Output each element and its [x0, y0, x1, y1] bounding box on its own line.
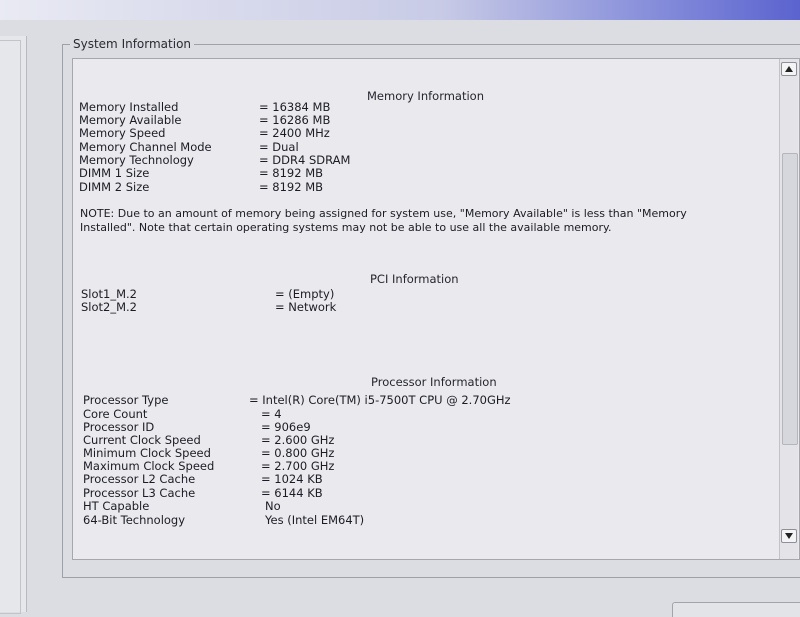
row-label: Maximum Clock Speed: [83, 459, 215, 473]
row-label: DIMM 2 Size: [79, 180, 150, 194]
vertical-scrollbar[interactable]: [779, 59, 798, 559]
navigation-pane-edge[interactable]: [0, 36, 27, 612]
row-value: = 16286 MB: [259, 113, 331, 127]
processor-section-title: Processor Information: [371, 375, 497, 389]
bottom-button-frame[interactable]: [672, 602, 800, 617]
row-value: = 8192 MB: [259, 180, 324, 194]
row-label: Processor ID: [83, 420, 155, 434]
memory-section-title: Memory Information: [367, 89, 484, 103]
row-value: = 4: [261, 407, 282, 421]
row-label: DIMM 1 Size: [79, 166, 150, 180]
row-value: = 1024 KB: [261, 472, 323, 486]
memory-note: NOTE: Due to an amount of memory being assigned for system use, "Memory Available" is less than "Memory Installed". Note that certain operating systems may not be able to use all the available memory.: [80, 207, 687, 234]
group-title: System Information: [70, 37, 194, 51]
row-value: = 906e9: [261, 420, 311, 434]
row-value: = DDR4 SDRAM: [259, 153, 351, 167]
row-value: = (Empty): [275, 287, 335, 301]
row-value: = Intel(R) Core(TM) i5-7500T CPU @ 2.70GHz: [249, 393, 511, 407]
row-label: Slot2_M.2: [81, 300, 138, 314]
row-value: = 2400 MHz: [259, 126, 330, 140]
row-value: Yes (Intel EM64T): [265, 513, 365, 527]
triangle-up-icon: [785, 66, 793, 72]
row-label: Slot1_M.2: [81, 287, 138, 301]
title-bar: [0, 0, 800, 20]
row-value: = 2.600 GHz: [261, 433, 335, 447]
row-value: = Dual: [259, 140, 299, 154]
row-label: 64-Bit Technology: [83, 513, 186, 527]
system-information-panel: [72, 58, 800, 560]
scroll-thumb[interactable]: [782, 153, 798, 445]
row-label: HT Capable: [83, 499, 150, 513]
row-label: Memory Speed: [79, 126, 166, 140]
row-label: Memory Installed: [79, 100, 179, 114]
row-label: Processor L3 Cache: [83, 486, 196, 500]
panel-content: [73, 59, 779, 559]
row-value: = 16384 MB: [259, 100, 331, 114]
triangle-down-icon: [785, 533, 793, 539]
row-value: No: [265, 499, 281, 513]
row-label: Core Count: [83, 407, 148, 421]
navigation-pane-border: [0, 40, 21, 614]
scroll-down-button[interactable]: [781, 529, 797, 543]
row-label: Memory Channel Mode: [79, 140, 212, 154]
row-label: Processor L2 Cache: [83, 472, 196, 486]
row-label: Processor Type: [83, 393, 169, 407]
pci-section-title: PCI Information: [370, 272, 459, 286]
row-value: = 8192 MB: [259, 166, 324, 180]
scroll-up-button[interactable]: [781, 62, 797, 76]
row-value: = 2.700 GHz: [261, 459, 335, 473]
row-value: = Network: [275, 300, 337, 314]
row-label: Minimum Clock Speed: [83, 446, 211, 460]
row-value: = 0.800 GHz: [261, 446, 335, 460]
row-label: Current Clock Speed: [83, 433, 201, 447]
row-value: = 6144 KB: [261, 486, 323, 500]
row-label: Memory Available: [79, 113, 182, 127]
row-label: Memory Technology: [79, 153, 194, 167]
